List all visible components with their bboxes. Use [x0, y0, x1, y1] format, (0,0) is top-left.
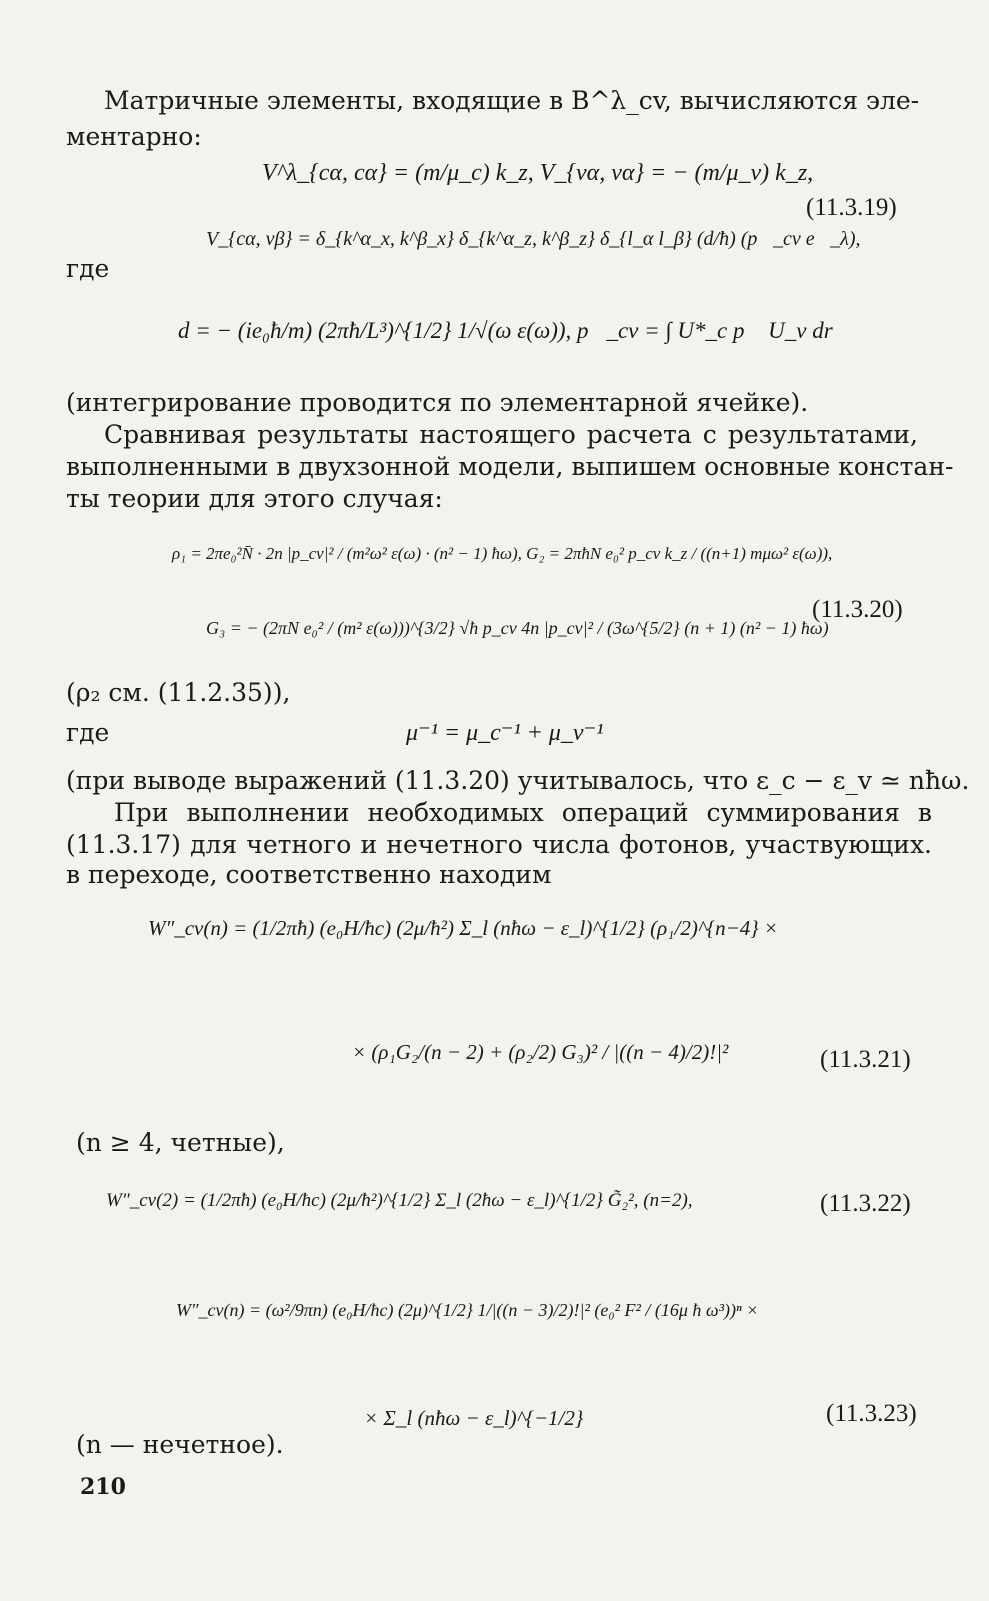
equation-11-3-23-line-2: × Σ_l (nħω − ε_l)^{−1/2}	[364, 1406, 584, 1430]
equation-11-3-19-line-1: V^λ_{cα, cα} = (m/μ_c) k_z, V_{vα, vα} = − (m/μ_v) k_z,	[262, 160, 814, 186]
text-where-1: где	[66, 254, 110, 283]
page-number: 210	[80, 1474, 126, 1500]
equation-11-3-20-line-2: G₃ = − (2πN e₀² / (m² ε(ω)))^{3/2} √ħ p_cv 4n |p_cv|² / (3ω^{5/2} (n + 1) (n² − 1) ħω)	[206, 618, 829, 638]
equation-11-3-19-line-2: V_{cα, vβ} = δ_{k^α_x, k^β_x} δ_{k^α_z, k^β_z} δ_{l_α l_β} (d/ħ) (p⃗_cv e⃗_λ),	[206, 228, 861, 250]
equation-number-11-3-21: (11.3.21)	[820, 1046, 911, 1073]
equation-11-3-20-line-1: ρ₁ = 2πe₀²N̄ · 2n |p_cv|² / (m²ω² ε(ω) · (n² − 1) ħω), G₂ = 2πħN e₀² p_cv k_z / ((n+1) mμω² ε(ω)),	[172, 544, 833, 563]
text-line-14: (n ≥ 4, четные),	[76, 1128, 285, 1157]
text-line-13: в переходе, соответственно находим	[66, 860, 552, 889]
equation-11-3-19-line-3: d = − (ie₀ħ/m) (2πħ/L³)^{1/2} 1/√(ω ε(ω)), p⃗_cv = ∫ U*_c p⃗ U_v dr⃗	[178, 318, 851, 343]
equation-11-3-21-line-2: × (ρ₁G₂/(n − 2) + (ρ₂/2) G₃)² / |((n − 4)/2)!|²	[352, 1040, 729, 1064]
text-line-1: Матричные элементы, входящие в B^λ_cv, вычисляются эле-	[104, 86, 920, 115]
equation-number-11-3-19: (11.3.19)	[806, 194, 897, 221]
equation-reduced-mass: μ⁻¹ = μ_c⁻¹ + μ_v⁻¹	[406, 720, 604, 746]
text-line-6: выполненными в двухзонной модели, выпишем основные констан-	[66, 452, 954, 481]
text-line-4: (интегрирование проводится по элементарной ячейке).	[66, 388, 809, 417]
equation-11-3-21-line-1: W″_cv(n) = (1/2πħ) (e₀H/ħc) (2μ/ħ²) Σ_l (nħω − ε_l)^{1/2} (ρ₁/2)^{n−4} ×	[148, 916, 779, 940]
text-line-7: ты теории для этого случая:	[66, 484, 443, 513]
text-line-15: (n — нечетное).	[76, 1430, 284, 1459]
equation-11-3-22: W″_cv(2) = (1/2πħ) (e₀H/ħc) (2μ/ħ²)^{1/2} Σ_l (2ħω − ε_l)^{1/2} G̃₂², (n=2),	[106, 1190, 693, 1211]
text-line-5: Сравнивая результаты настоящего расчета с результатами,	[104, 420, 918, 449]
text-line-2: ментарно:	[66, 122, 202, 151]
text-line-12: (11.3.17) для четного и нечетного числа фотонов, участвующих.	[66, 830, 932, 859]
equation-number-11-3-22: (11.3.22)	[820, 1190, 911, 1217]
text-line-11: При выполнении необходимых операций суммирования в	[114, 798, 932, 827]
equation-number-11-3-23: (11.3.23)	[826, 1400, 917, 1427]
text-line-10: (при выводе выражений (11.3.20) учитывалось, что ε_c − ε_v ≃ nħω.	[66, 766, 970, 795]
equation-number-11-3-20: (11.3.20)	[812, 596, 903, 623]
text-where-2: где	[66, 718, 110, 747]
equation-11-3-23-line-1: W″_cv(n) = (ω²/9πn) (e₀H/ħc) (2μ)^{1/2} 1/|((n − 3)/2)!|² (e₀² F² / (16μ ħ ω³))ⁿ ×	[176, 1300, 759, 1320]
text-line-8: (ρ₂ см. (11.2.35)),	[66, 678, 291, 707]
